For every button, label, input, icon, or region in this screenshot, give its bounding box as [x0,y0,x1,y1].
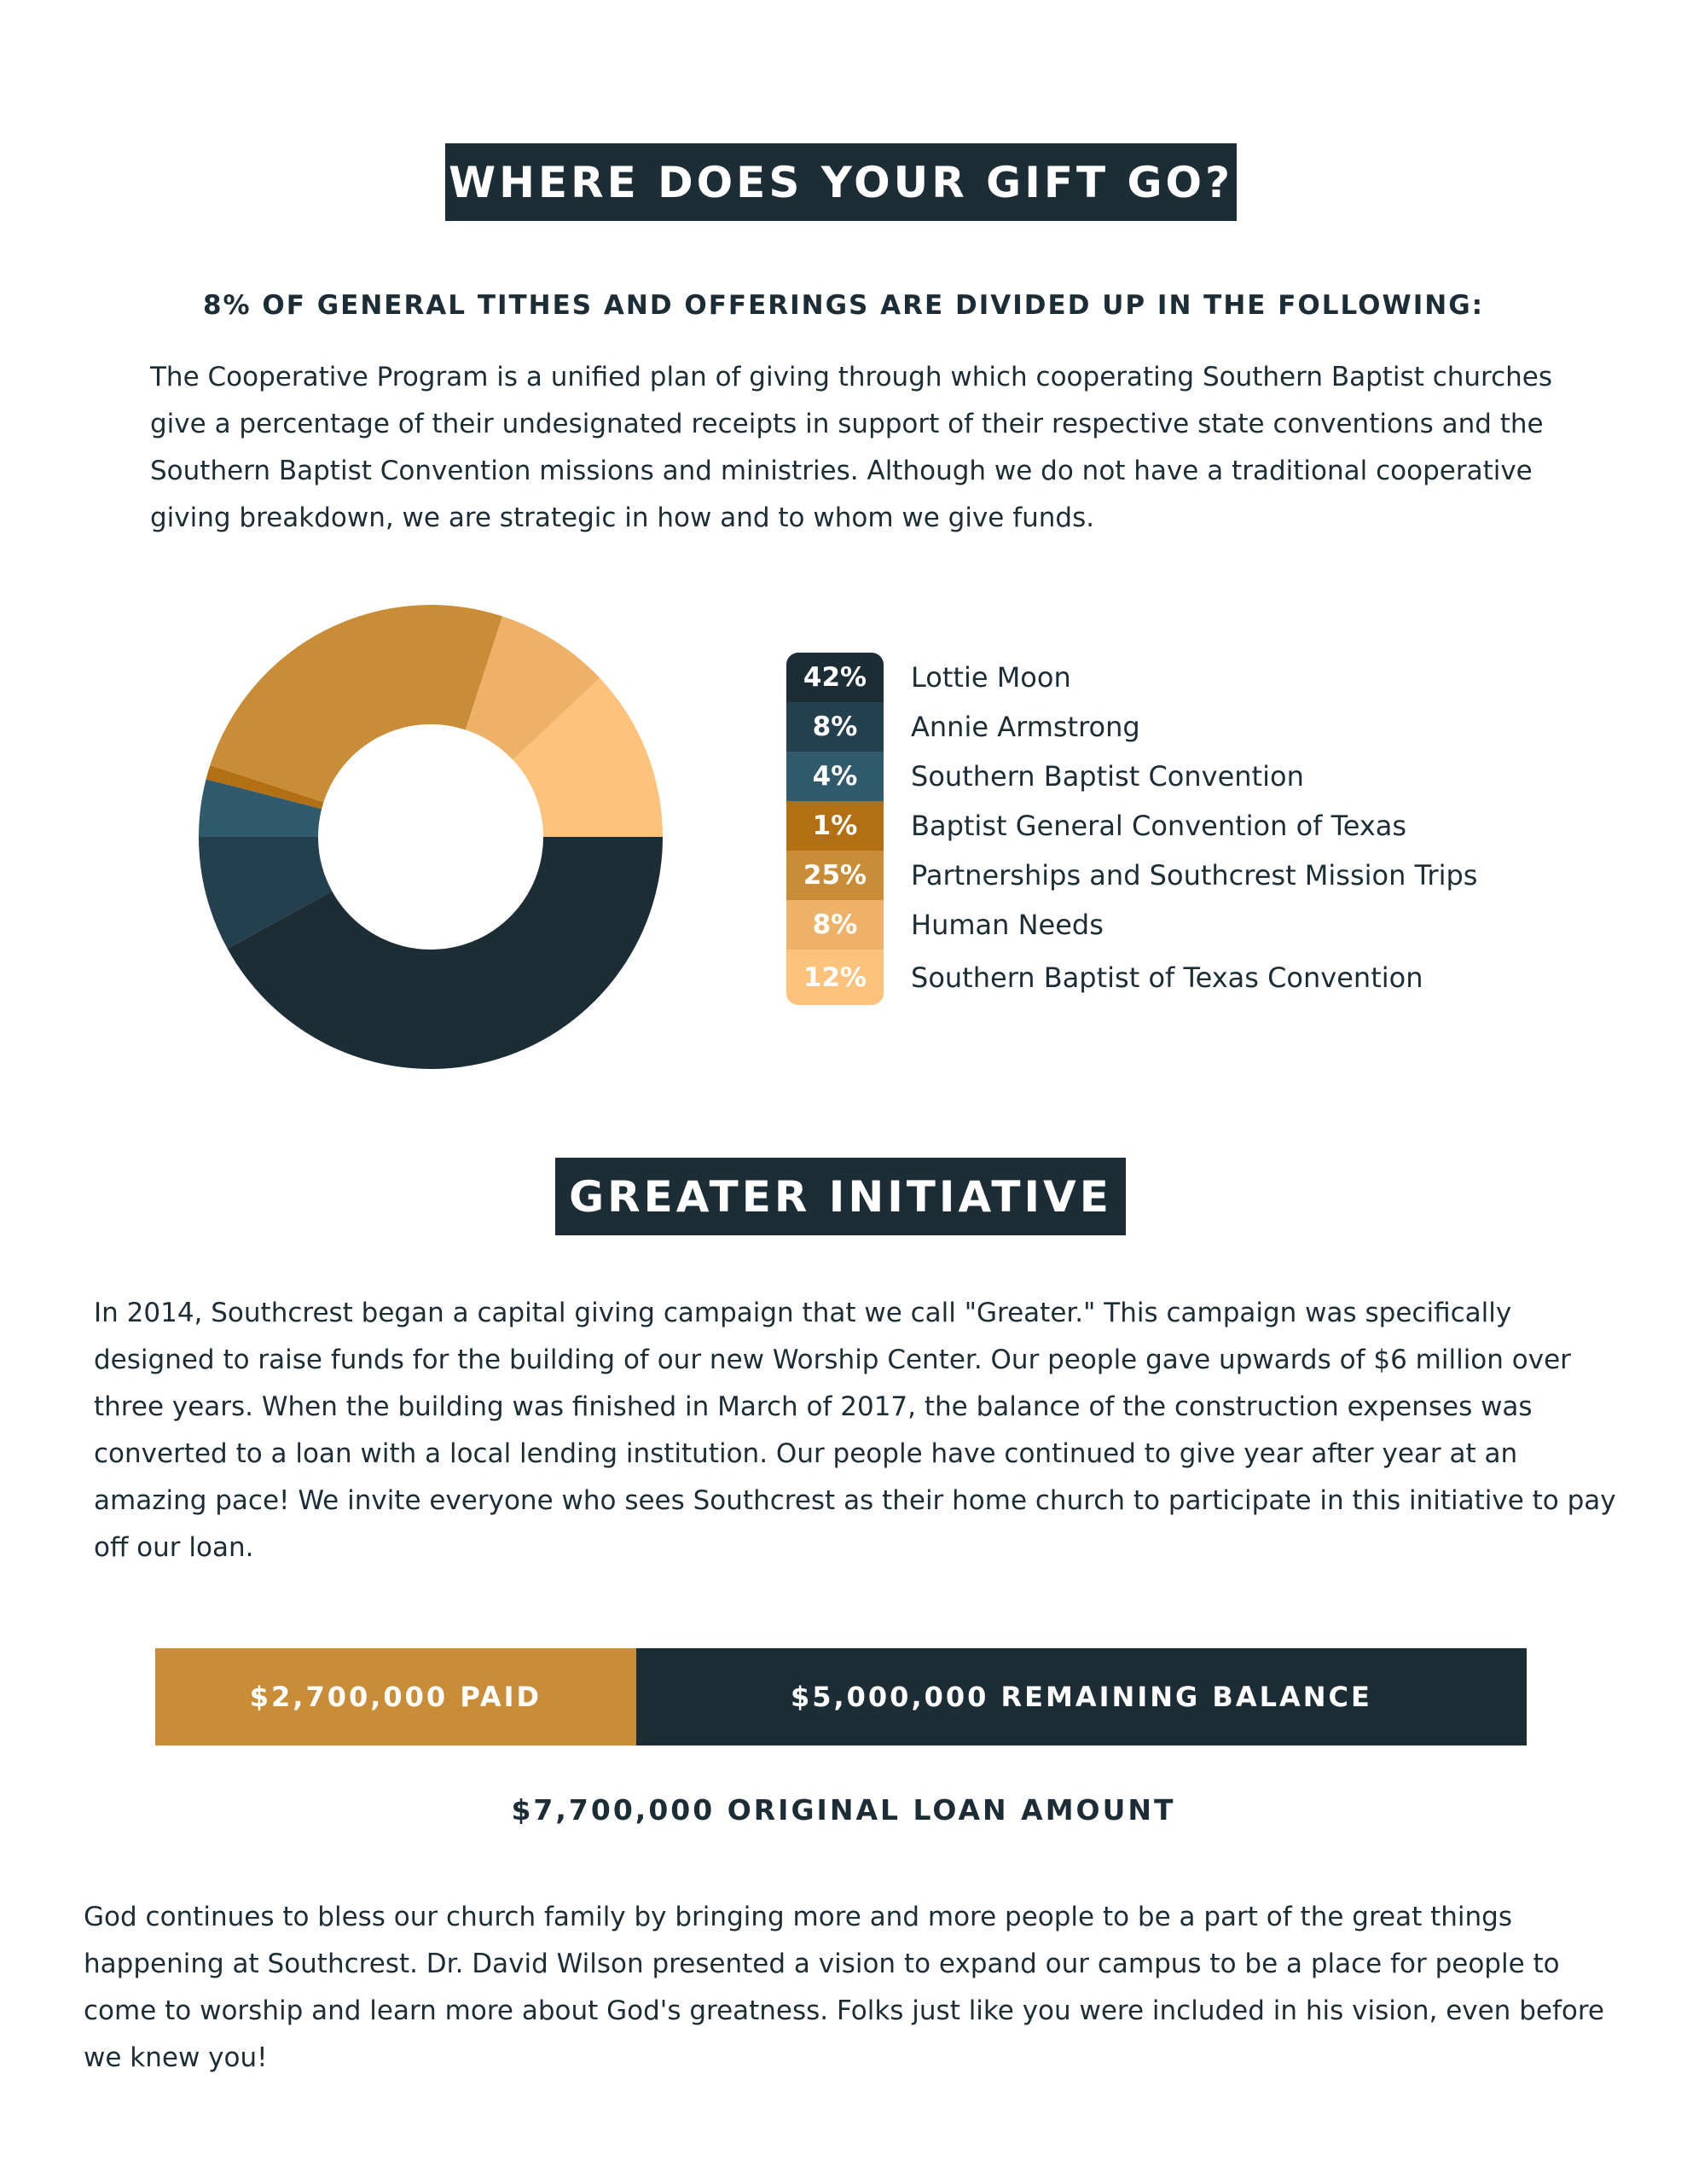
legend-label-2: Southern Baptist Convention [911,760,1304,793]
legend-percent-1: 8% [786,702,884,752]
cooperative-program-paragraph: The Cooperative Program is a unified plan of giving through which cooperating Southern Baptist churches give a percentage of their undesignated receipts in support of their respective state conventions and the Southern Baptist Convention missions and ministries. Although we do not have a traditional cooperative giving breakdown, we are strategic in how and to whom we give funds. [150,362,1553,533]
section-subheading: 8% OF GENERAL TITHES AND OFFERINGS ARE DIVIDED UP IN THE FOLLOWING: [202,290,1485,321]
loan-paid-segment: $2,700,000 PAID [155,1648,636,1745]
legend-label-0: Lottie Moon [911,661,1071,694]
loan-remaining-segment: $5,000,000 REMAINING BALANCE [636,1648,1527,1745]
legend-label-6: Southern Baptist of Texas Convention [911,961,1423,994]
legend-percent-0: 42% [786,653,884,702]
loan-progress-bar [155,1648,1527,1745]
legend-percent-2: 4% [786,752,884,801]
legend-label-4: Partnerships and Southcrest Mission Trips [911,859,1478,892]
legend-percent-3: 1% [786,801,884,851]
greater-initiative-paragraph: In 2014, Southcrest began a capital giving campaign that we call "Greater." This campaign was specifically designed to raise funds for the building of our new Worship Center. Our people gave upwards of $6 million over three years. When the building was finished in March of 2017, the balance of the construction expenses was converted to a loan with a local lending institution. Our people have continued to give year after year at an amazing pace! We invite everyone who sees Southcrest as their home church to participate in this initiative to pay off our loan. [94,1298,1616,1563]
section-title-greater: GREATER INITIATIVE [555,1158,1126,1235]
legend-percent-bar [786,653,884,1005]
legend-percent-6: 12% [786,950,884,1005]
legend-label-1: Annie Armstrong [911,711,1140,743]
legend-label-5: Human Needs [911,909,1104,941]
section-title-gift: WHERE DOES YOUR GIFT GO? [445,143,1237,221]
legend-percent-4: 25% [786,851,884,900]
legend-percent-5: 8% [786,900,884,950]
giving-donut-chart [196,602,665,1072]
original-loan-amount: $7,700,000 ORIGINAL LOAN AMOUNT [511,1793,1176,1827]
donut-slice-4 [210,605,502,802]
closing-paragraph: God continues to bless our church family by bringing more and more people to be a part of the great things happening at Southcrest. Dr. David Wilson presented a vision to expand our campus to be a place for people to come to worship and learn more about God's greatness. Folks just like you were included in his vision, even before we knew you! [84,1902,1604,2073]
legend-label-3: Baptist General Convention of Texas [911,810,1407,842]
legend-labels [911,653,1477,1005]
